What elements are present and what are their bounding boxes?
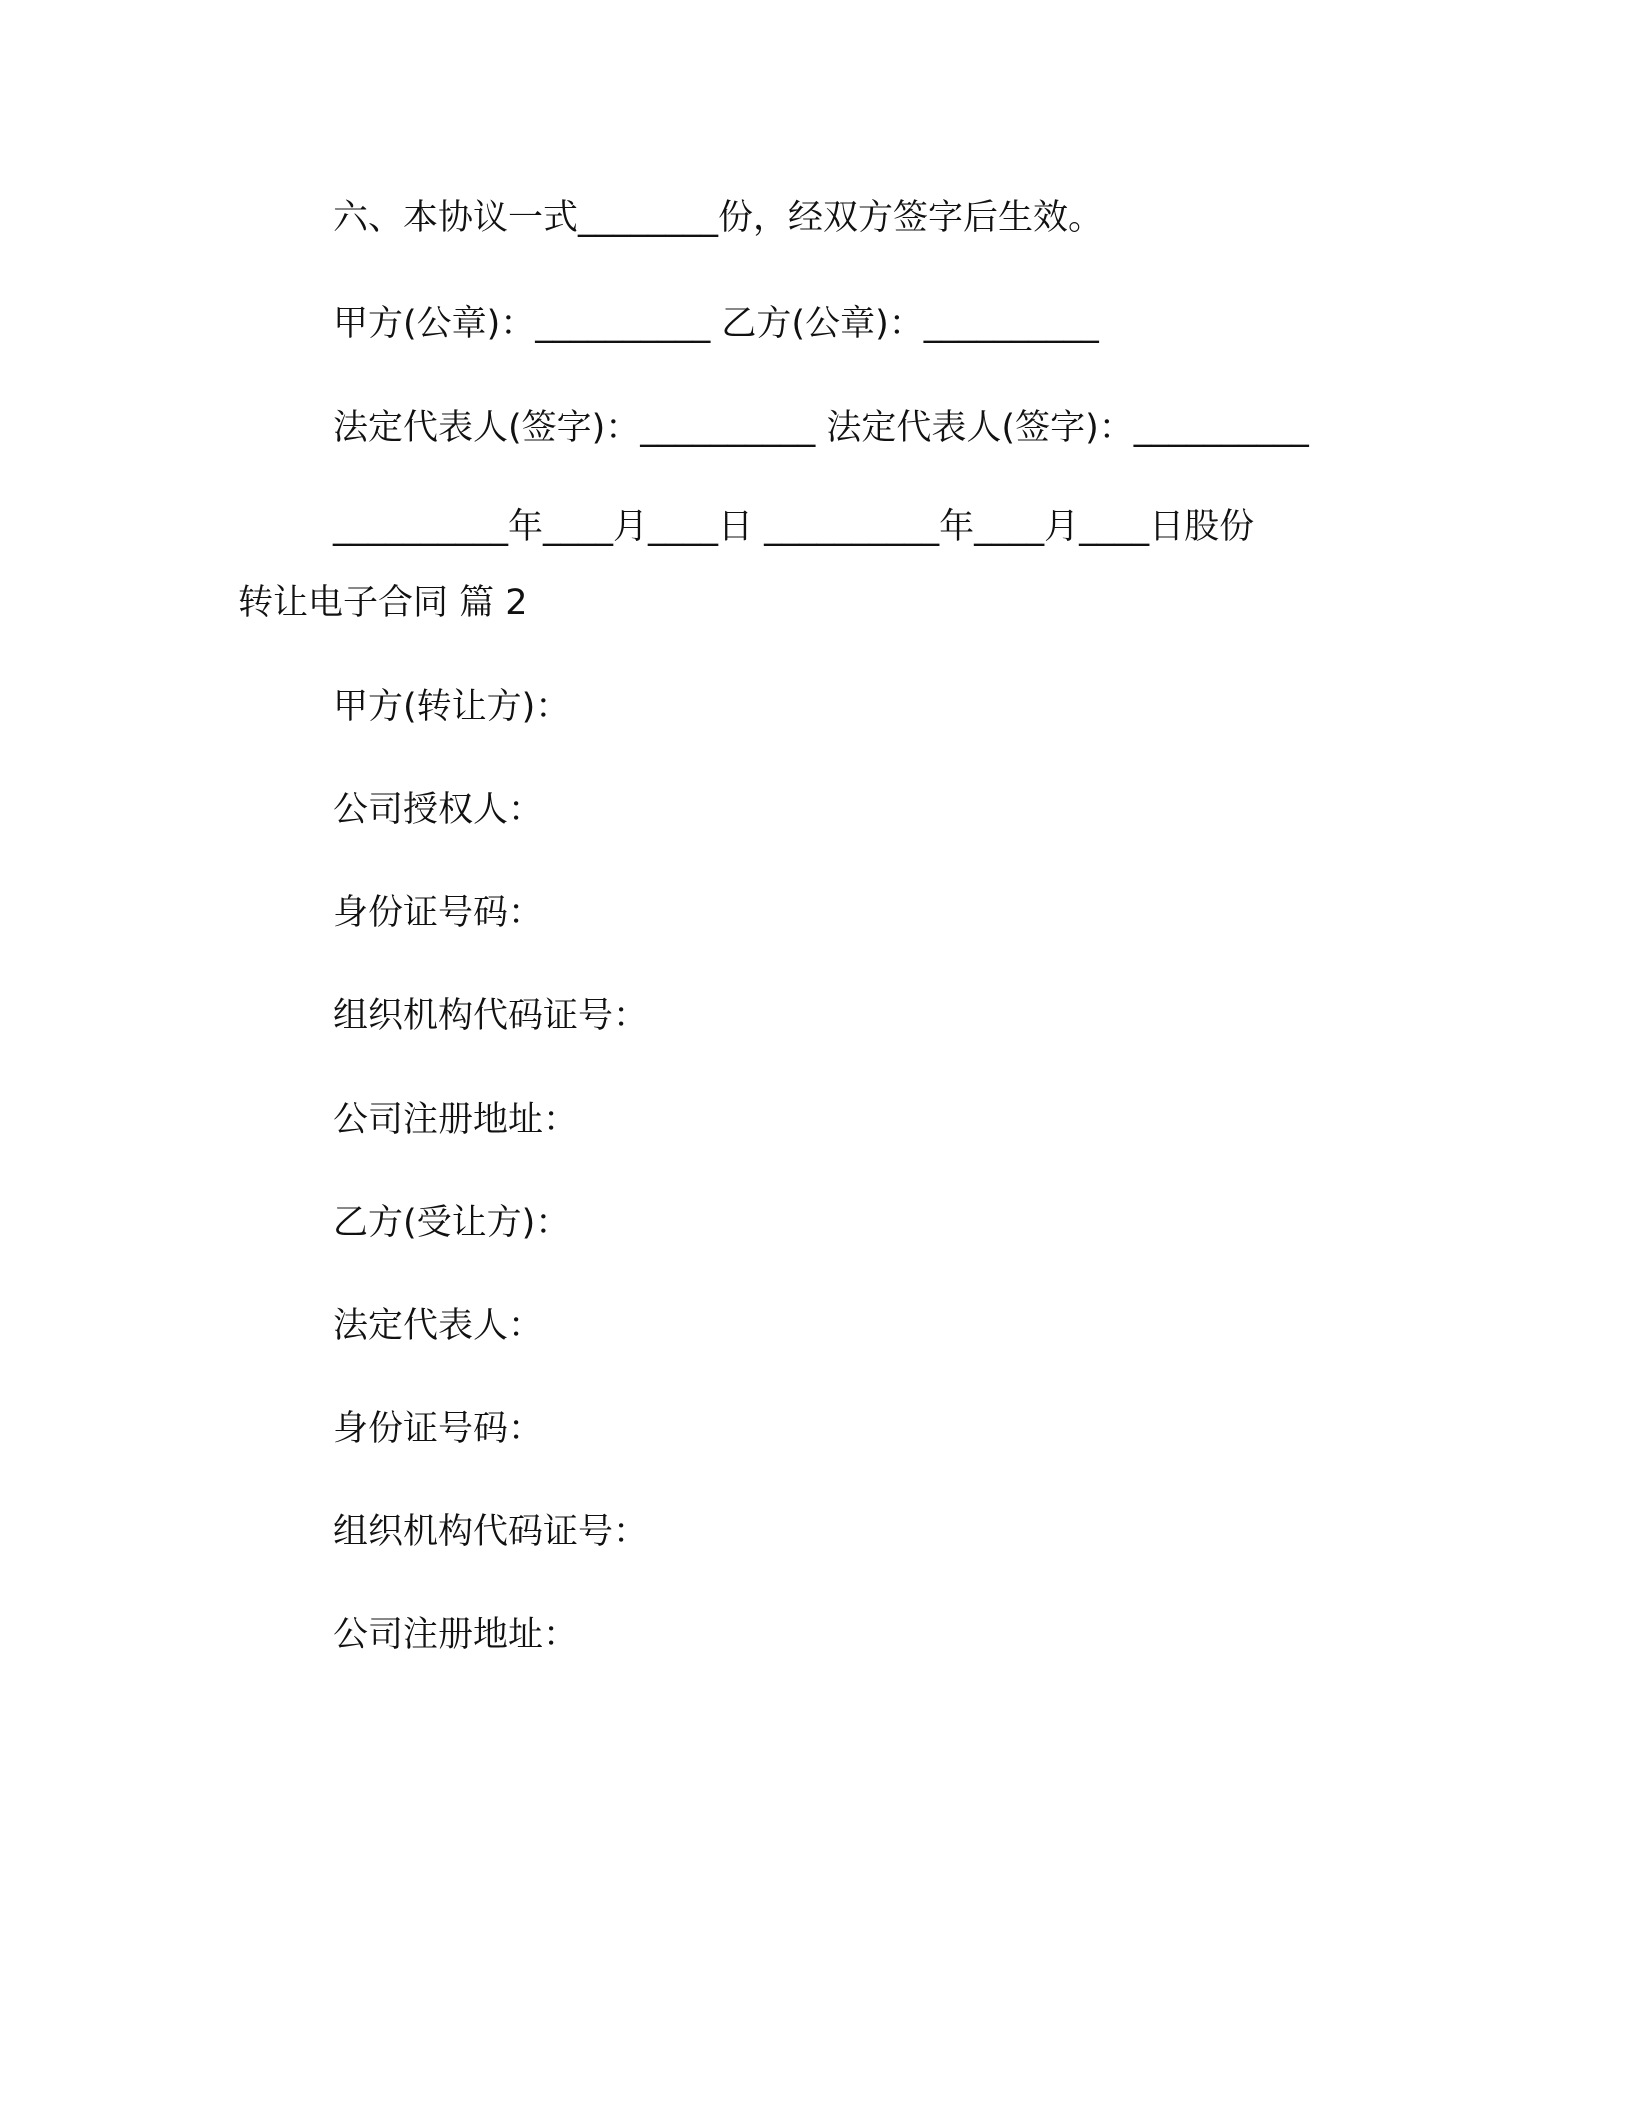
party-b-legal-rep-label: 法定代表人： — [333, 1306, 544, 1346]
date-line: __________年____月____日 __________年____月____日股份 — [333, 507, 1255, 547]
section-title: 转让电子合同 篇 2 — [238, 583, 528, 623]
party-a-title: 甲方(转让方)： — [333, 687, 571, 727]
party-a-address-label: 公司注册地址： — [333, 1100, 579, 1140]
legal-rep-signature-line: 法定代表人(签字)：__________ 法定代表人(签字)：__________ — [333, 408, 1309, 448]
party-a-id-number-label: 身份证号码： — [333, 893, 544, 933]
party-b-id-number-label: 身份证号码： — [333, 1409, 544, 1449]
party-a-org-code-label: 组织机构代码证号： — [333, 996, 649, 1036]
clause-6-text: 六、本协议一式________份，经双方签字后生效。 — [333, 198, 1104, 238]
party-b-title: 乙方(受让方)： — [333, 1203, 571, 1243]
seal-signature-line: 甲方(公章)：__________ 乙方(公章)：__________ — [333, 304, 1099, 344]
party-a-authorized-person-label: 公司授权人： — [333, 790, 544, 830]
party-b-address-label: 公司注册地址： — [333, 1615, 579, 1655]
party-b-org-code-label: 组织机构代码证号： — [333, 1512, 649, 1552]
